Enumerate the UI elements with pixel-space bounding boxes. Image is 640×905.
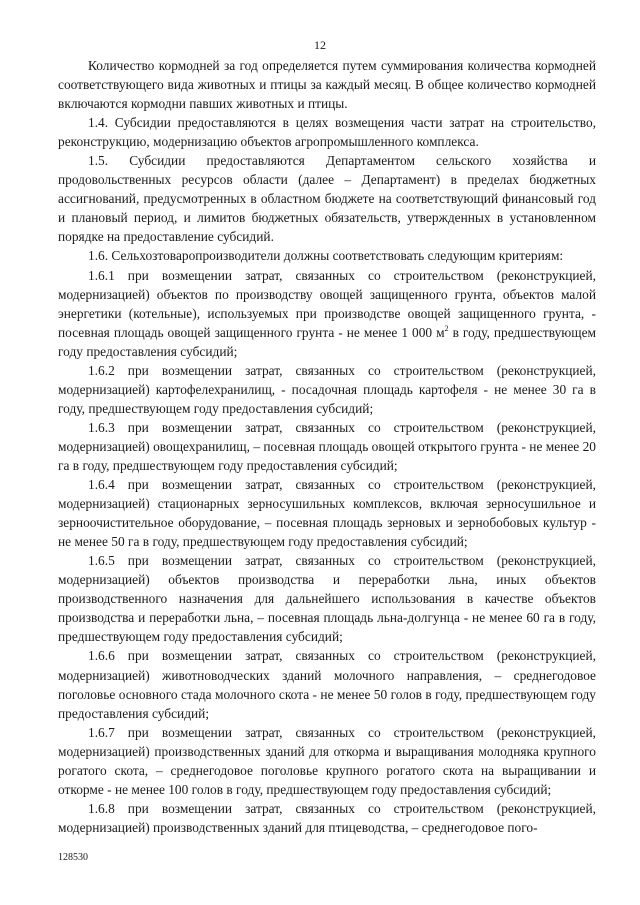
paragraph-feed-days: Количество кормодней за год определяется путем суммирования количества кормодней соответствующего вида животных и птицы за каждый месяц. В общее количество кормодней включаются кормодни павших животных и птицы. [58,58,596,112]
page-number: 12 [314,38,326,52]
paragraph-1-6-7: 1.6.7 при возмещении затрат, связанных со строительством (реконструкцией, модернизацией) производственных зданий для откорма и выращивания молодняка крупного рогатого скота, – среднегодовое поголовье крупного рогатого скота на выращивании и откорме - не менее 100 голов в году, предшествующем году предоставления субсидий; [58,724,596,797]
paragraph-1-6-8: 1.6.8 при возмещении затрат, связанных со строительством (реконструкцией, модернизацией) производственных зданий для птицеводства, – среднегодовое пого- [58,800,596,835]
paragraph-1-6-4: 1.6.4 при возмещении затрат, связанных со строительством (реконструкцией, модернизацией) стационарных зерносушильных комплексов, включая зерносушильное и зерноочистительное оборудование, – посевная площадь зерновых и зернобобовых культур - не менее 50 га в году, предшествующем году предоставления субсидий; [58,477,596,550]
paragraph-1-6-1 [58,266,596,361]
paragraph-1-6-5: 1.6.5 при возмещении затрат, связанных со строительством (реконструкцией, модернизацией) объектов производства и переработки льна, иных объектов производственного назначения для дальнейшего использования в качестве объектов производства и переработки льна, – посевная площадь льна-долгунца - не менее 60 га в году, предшествующем году предоставления субсидий; [58,553,596,645]
paragraph-1-4: 1.4. Субсидии предоставляются в целях возмещения части затрат на строительство, реконструкцию, модернизацию объектов агропромышленного комплекса. [58,115,596,150]
paragraph-1-6-1-text: 1.6.1 при возмещении затрат, связанных со строительством (реконструкцией, модернизацией) объектов по производству овощей защищенного грунта, объектов малой энергетики (котельные), используемых при производстве овощей защищенного грунта, - посевная площадь овощей защищенного грунта - не менее 1 000 м [58,267,596,340]
document-body [58,56,596,837]
paragraph-1-6-6: 1.6.6 при возмещении затрат, связанных со строительством (реконструкцией, модернизацией) животноводческих зданий молочного направления, – среднегодовое поголовье основного стада молочного скота - не менее 50 голов в году, предшествующем году предоставления субсидий; [58,648,596,721]
paragraph-1-6: 1.6. Сельхозтоваропроизводители должны соответствовать следующим критериям: [88,248,564,264]
square-meter-superscript: 2 [444,323,449,333]
paragraph-1-6-3: 1.6.3 при возмещении затрат, связанных со строительством (реконструкцией, модернизацией) овощехранилищ, – посевная площадь овощей открытого грунта - не менее 20 га в году, предшествующем году предоставления субсидий; [58,419,596,473]
footer-document-code: 128530 [58,852,88,863]
paragraph-1-5: 1.5. Субсидии предоставляются Департаментом сельского хозяйства и продовольственных ресурсов области (далее – Департамент) в пределах бюджетных ассигнований, предусмотренных в областном бюджете на соответствующий финансовый год и плановый период, и лимитов бюджетных обязательств, утвержденных в установленном порядке на предоставление субсидий. [58,153,596,245]
paragraph-1-6-2: 1.6.2 при возмещении затрат, связанных со строительством (реконструкцией, модернизацией) картофелехранилищ, - посадочная площадь картофеля - не менее 30 га в году, предшествующем году предоставления субсидий; [58,362,596,416]
paragraph-1-6-1-tail: в году, предшествующем году предоставления субсидий; [58,324,597,359]
